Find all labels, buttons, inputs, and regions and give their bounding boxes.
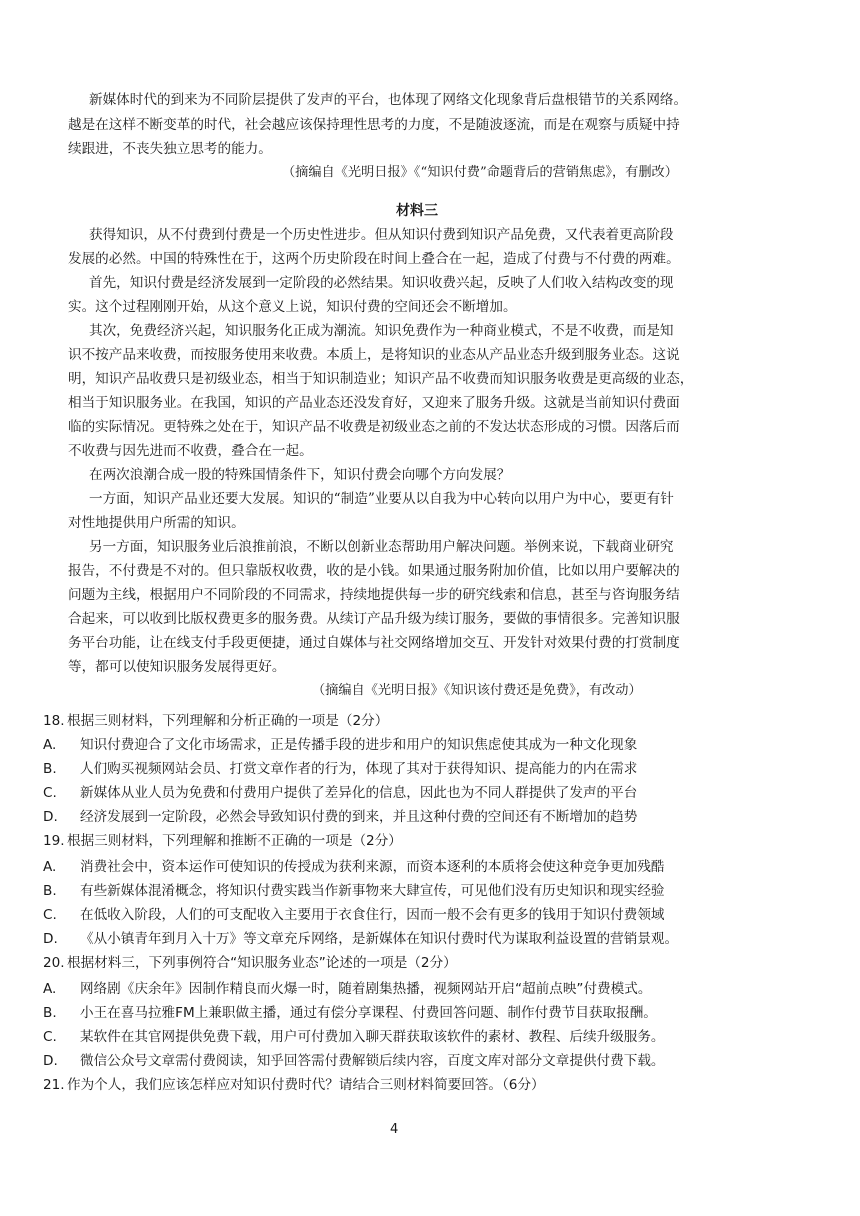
material-line: 报告，不付费是不对的。但只靠版权收费，收的是小钱。如果通过服务附加价值，比如以用户要解决的 [68, 563, 680, 579]
option-line [43, 1027, 665, 1047]
option-line [43, 759, 637, 779]
material-line: 务平台功能，让在线支付手段更便捷，通过自媒体与社交网络增加交互、开发针对效果付费的打赏制度 [68, 635, 680, 651]
material-line: 明，知识产品收费只是初级业态，相当于知识制造业；知识产品不收费而知识服务收费是更高级的业态， [68, 371, 694, 387]
option-text: 某软件在其官网提供免费下载，用户可付费加入聊天群获取该软件的素材、教程、后续升级服务。 [80, 1029, 665, 1045]
material-line: 临的实际情况。更特殊之处在于，知识产品不收费是初级业态之前的不发达状态形成的习惯。因落后而 [68, 419, 680, 435]
material-line: 另一方面，知识服务业后浪推前浪，不断以创新业态帮助用户解决问题。举例来说，下载商业研究 [89, 539, 674, 555]
option-text: 新媒体从业人员为免费和付费用户提供了差异化的信息，因此也为不同人群提供了发声的平台 [80, 785, 638, 801]
material-title: 材料三 [396, 203, 438, 219]
material-line: 其次，免费经济兴起，知识服务化正成为潮流。知识免费作为一种商业模式，不是不收费，而是知 [89, 323, 674, 339]
question-text: 根据材料三，下列事例符合“知识服务业态”论述的一项是（2分） [67, 955, 457, 971]
passage-source: （摘编自《光明日报》《“知识付费”命题背后的营销焦虑》，有删改） [282, 165, 678, 180]
question-stem [43, 953, 457, 973]
option-label: A. [43, 859, 57, 875]
option-line [43, 735, 637, 755]
option-text: 有些新媒体混淆概念，将知识付费实践当作新事物来大肆宣传，可见他们没有历史知识和现实经验 [80, 883, 665, 899]
option-text: 经济发展到一定阶段，必然会导致知识付费的到来，并且这种付费的空间还有不断增加的趋势 [80, 809, 638, 825]
material-line: 等，都可以使知识服务发展得更好。 [68, 659, 286, 675]
option-text: 人们购买视频网站会员、打赏文章作者的行为，体现了其对于获得知识、提高能力的内在需求 [80, 761, 638, 777]
option-text: 在低收入阶段，人们的可支配收入主要用于衣食住行，因而一般不会有更多的钱用于知识付费领域 [80, 907, 665, 923]
option-line [43, 1051, 665, 1071]
option-line [43, 783, 637, 803]
question-text: 作为个人，我们应该怎样应对知识付费时代？请结合三则材料简要回答。（6分） [67, 1077, 545, 1093]
option-text: 知识付费迎合了文化市场需求，正是传播手段的进步和用户的知识焦虑使其成为一种文化现象 [80, 737, 638, 753]
question-text: 根据三则材料，下列理解和推断不正确的一项是（2分） [67, 833, 402, 849]
material-line: 问题为主线，根据用户不同阶段的不同需求，持续地提供每一步的研究线索和信息，甚至与咨询服务结 [68, 587, 680, 603]
option-label: B. [43, 761, 57, 777]
question-number: 21. [43, 1077, 65, 1093]
option-line [43, 857, 665, 877]
option-text: 小王在喜马拉雅FM上兼职做主播，通过有偿分享课程、付费回答问题、制作付费节目获取报酬。 [80, 1005, 657, 1021]
material-line: 对性地提供用户所需的知识。 [68, 515, 245, 531]
option-text: 消费社会中，资本运作可使知识的传授成为获利来源，而资本逐利的本质将会使这种竞争更加残酷 [80, 859, 665, 875]
option-label: C. [43, 1029, 57, 1045]
option-label: C. [43, 907, 57, 923]
question-number: 18. [43, 713, 65, 729]
material-line: 在两次浪潮合成一股的特殊国情条件下，知识付费会向哪个方向发展？ [89, 467, 511, 483]
passage-line: 新媒体时代的到来为不同阶层提供了发声的平台，也体现了网络文化现象背后盘根错节的关系网络。 [89, 92, 688, 108]
option-line [43, 807, 637, 827]
option-label: D. [43, 809, 58, 825]
question-stem [43, 711, 388, 731]
option-line [43, 979, 651, 999]
question-number: 19. [43, 833, 65, 849]
question-text: 根据三则材料，下列理解和分析正确的一项是（2分） [67, 713, 389, 729]
option-label: D. [43, 931, 58, 947]
option-line [43, 905, 665, 925]
option-line [43, 929, 678, 949]
option-text: 网络剧《庆余年》因制作精良而火爆一时，随着剧集热播，视频网站开启“超前点映”付费模式。 [80, 981, 652, 997]
option-text: 微信公众号文章需付费阅读，知乎回答需付费解锁后续内容，百度文库对部分文章提供付费下载。 [80, 1053, 665, 1069]
option-label: B. [43, 883, 57, 899]
passage-line: 续跟进，不丧失独立思考的能力。 [68, 141, 272, 157]
passage-line: 越是在这样不断变革的时代，社会越应该保持理性思考的力度，不是随波逐流，而是在观察与质疑中持 [68, 117, 680, 133]
material-line: 合起来，可以收到比版权费更多的服务费。从续订产品升级为续订服务，要做的事情很多。完善知识服 [68, 611, 680, 627]
option-label: A. [43, 737, 57, 753]
material-line: 首先，知识付费是经济发展到一定阶段的必然结果。知识收费兴起，反映了人们收入结构改变的现 [89, 275, 674, 291]
option-label: A. [43, 981, 57, 997]
material-line: 获得知识，从不付费到付费是一个历史性进步。但从知识付费到知识产品免费，又代表着更高阶段 [89, 227, 674, 243]
material-line: 不收费与因先进而不收费，叠合在一起。 [68, 443, 313, 459]
material-line: 发展的必然。中国的特殊性在于，这两个历史阶段在时间上叠合在一起，造成了付费与不付费的两难。 [68, 251, 680, 267]
page-number: 4 [390, 1122, 399, 1137]
question-stem [43, 831, 402, 851]
option-label: C. [43, 785, 57, 801]
option-label: D. [43, 1053, 58, 1069]
option-line [43, 881, 665, 901]
material-line: 一方面，知识产品业还要大发展。知识的“制造”业要从以自我为中心转向以用户为中心，要更有针 [89, 491, 674, 507]
option-line [43, 1003, 657, 1023]
option-text: 《从小镇青年到月入十万》等文章充斥网络，是新媒体在知识付费时代为谋取利益设置的营销景观。 [80, 931, 679, 947]
material-line: 实。这个过程刚刚开始，从这个意义上说，知识付费的空间还会不断增加。 [68, 299, 517, 315]
material-source: （摘编自《光明日报》《知识该付费还是免费》，有改动） [312, 683, 642, 698]
material-line: 相当于知识服务业。在我国，知识的产品业态还没发育好，又迎来了服务升级。这就是当前知识付费面 [68, 395, 680, 411]
question-number: 20. [43, 955, 65, 971]
question-stem [43, 1075, 545, 1095]
material-line: 识不按产品来收费，而按服务使用来收费。本质上，是将知识的业态从产品业态升级到服务业态。这说 [68, 347, 680, 363]
option-label: B. [43, 1005, 57, 1021]
